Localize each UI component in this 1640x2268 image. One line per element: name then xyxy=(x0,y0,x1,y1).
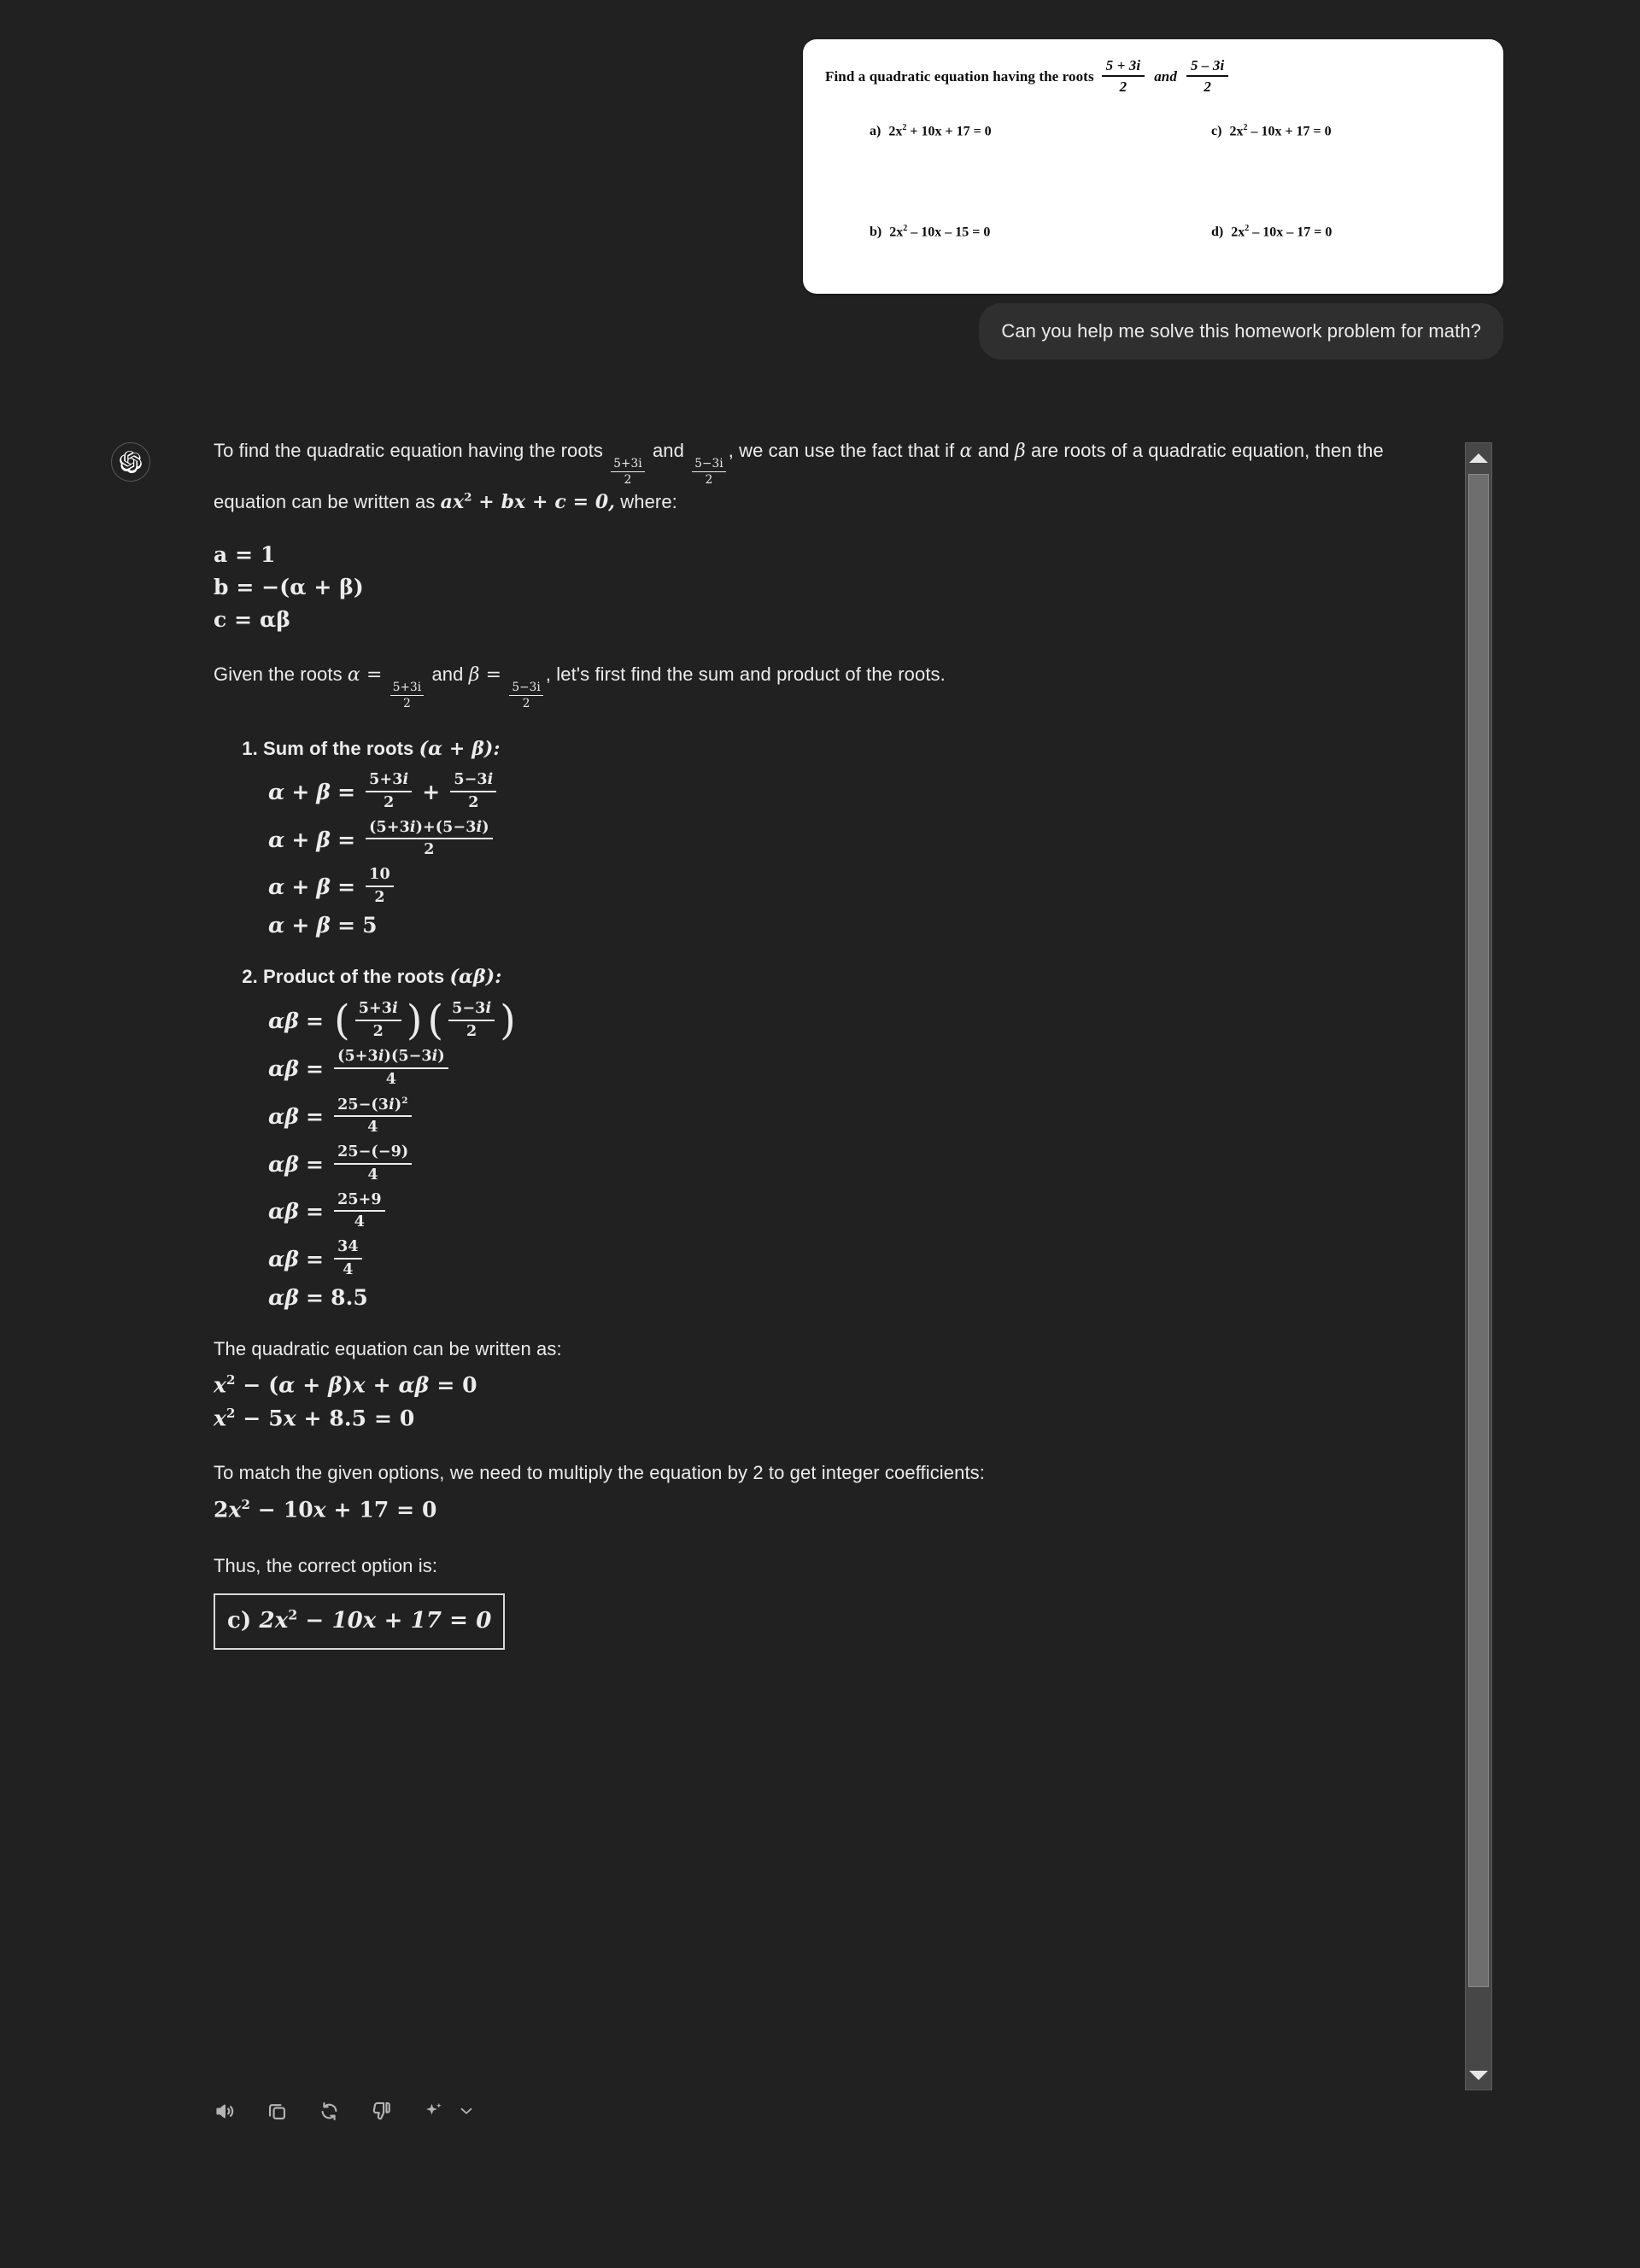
final-answer-box xyxy=(214,1593,505,1650)
intro-fraction-2 xyxy=(689,441,729,488)
attachment-root-2 xyxy=(1186,57,1228,96)
step-2-equation-7: αβ = 8.5 xyxy=(268,1284,368,1310)
attachment-option-c-exp: 2 xyxy=(1243,123,1248,132)
closing-equation-1: $x^2 - (\alpha + \beta)x + \alpha\beta = 0$ xyxy=(214,1372,477,1398)
c-definition: c = αβ xyxy=(214,607,291,633)
closing-equation-3: $2x^2 - 10x + 17 = 0$ xyxy=(214,1496,437,1523)
step-2-equations xyxy=(268,997,1444,1310)
given-seg-2: and xyxy=(431,663,464,686)
step-1-title-text: Sum of the roots xyxy=(263,737,414,759)
switch-model-button[interactable] xyxy=(419,2096,448,2125)
step-2-equation-1: αβ = ( 5+3i 2 ) ( 5−3i 2 ) xyxy=(268,997,516,1044)
step-1-equation-3: α + β = $\frac{10}{2}$ xyxy=(268,867,1444,907)
given-fraction-2-den: 2 xyxy=(522,697,530,711)
intro-seg-1: To find the quadratic equation having the roots xyxy=(214,440,604,461)
attachment-option-c xyxy=(1211,123,1332,139)
attachment-option-a-var: x xyxy=(895,124,903,139)
attachment-root-1 xyxy=(1102,57,1145,96)
step-1-equations xyxy=(268,772,1444,936)
intro-fraction-1 xyxy=(608,441,647,488)
copy-button[interactable] xyxy=(262,2096,291,2125)
attachment-option-c-var: x xyxy=(1236,124,1244,139)
thumbs-down-icon xyxy=(370,2100,393,2123)
assistant-body xyxy=(214,435,1444,1650)
attachment-options xyxy=(825,118,1481,277)
attachment-option-c-coef: 2 xyxy=(1229,124,1237,139)
solution-steps xyxy=(214,734,1444,1308)
intro-seg-6: where: xyxy=(620,491,677,513)
attachment-option-d-var: x xyxy=(1238,225,1245,240)
given-fraction-1-num: 5+3i xyxy=(390,681,425,696)
step-1-title xyxy=(263,738,501,759)
given-fraction-1-den: 2 xyxy=(403,697,411,711)
given-beta-eq: β = xyxy=(468,664,502,687)
vertical-scrollbar[interactable] xyxy=(1465,442,1492,2090)
attachment-option-a-rest: + 10x + 17 = 0 xyxy=(910,124,992,139)
user-message-row xyxy=(0,303,1503,359)
attachment-root-1-denominator: 2 xyxy=(1119,78,1128,95)
step-2-equation-5: αβ = $\frac{25+9}{4}$ xyxy=(268,1192,1444,1232)
given-fraction-1 xyxy=(388,664,427,711)
sparkle-icon xyxy=(422,2100,445,2123)
intro-seg-5: are roots of a quadratic equation, then the equation can be written as xyxy=(214,440,1384,513)
openai-logo-icon xyxy=(120,451,142,473)
given-alpha-eq: α = xyxy=(347,664,383,687)
scrollbar-track[interactable] xyxy=(1466,472,1491,2060)
attachment-option-d-rest: – 10x – 17 = 0 xyxy=(1252,225,1332,240)
attachment-option-a xyxy=(870,123,992,139)
intro-general-form-a: ax xyxy=(440,491,465,514)
final-answer-label: c) xyxy=(227,1607,252,1634)
intro-paragraph xyxy=(214,435,1444,518)
step-2-equation-4: αβ = $\frac{25-(-9)}{4}$ xyxy=(268,1144,1444,1184)
step-2-equation-3: αβ = $\frac{25-(3i)^2}{4}$ xyxy=(268,1096,1444,1137)
attachment-option-b xyxy=(870,224,990,240)
step-product-of-roots xyxy=(263,962,1444,1308)
user-message-bubble[interactable]: Can you help me solve this homework problem for math? xyxy=(979,303,1503,359)
intro-seg-2: and xyxy=(652,440,684,461)
attachment-option-d-coef: 2 xyxy=(1231,225,1239,240)
attachment-content xyxy=(803,39,1503,294)
attachment-option-a-exp: 2 xyxy=(902,123,907,132)
a-definition: a = 1 xyxy=(214,542,276,568)
step-2-title-text: Product of the roots xyxy=(263,965,445,987)
closing-line-3: Thus, the correct option is: xyxy=(214,1555,438,1577)
triangle-up-icon xyxy=(1469,453,1488,463)
given-seg-1: Given the roots xyxy=(214,663,343,686)
attachment-conjunction: and xyxy=(1154,68,1177,85)
attachment-option-b-coef: 2 xyxy=(889,225,897,240)
intro-fraction-2-den: 2 xyxy=(705,473,713,488)
step-sum-of-roots xyxy=(263,734,1444,936)
intro-general-form-exp: 2 xyxy=(464,492,472,506)
intro-seg-3: , we can use the fact that if xyxy=(728,440,955,461)
attachment-option-d-label: d) xyxy=(1211,225,1224,240)
attachment-root-1-numerator: 5 + 3i xyxy=(1102,57,1145,77)
step-1-equation-2: α + β = $\frac{(5+3i)+(5-3i)}{2}$ xyxy=(268,820,1444,860)
attached-homework-image[interactable] xyxy=(803,39,1503,294)
intro-seg-4: and xyxy=(977,440,1010,461)
regenerate-button[interactable] xyxy=(314,2096,343,2125)
intro-beta: β xyxy=(1014,441,1026,462)
refresh-icon xyxy=(318,2100,341,2123)
given-fraction-2-num: 5−3i xyxy=(509,681,543,696)
intro-general-form-rest: + bx + c = 0, xyxy=(478,491,616,514)
intro-fraction-1-num: 5+3i xyxy=(611,458,645,472)
given-fraction-2 xyxy=(507,664,546,711)
step-2-title xyxy=(263,966,501,987)
copy-icon xyxy=(266,2100,289,2123)
step-1-equation-1: α + β = $\frac{5+3i}{2}$ + $\frac{5-3i}{2}$ xyxy=(268,772,1444,812)
attachment-option-b-exp: 2 xyxy=(903,224,908,233)
attachment-option-a-label: a) xyxy=(870,124,882,139)
attachment-option-d-exp: 2 xyxy=(1245,224,1250,233)
triangle-down-icon xyxy=(1469,2071,1488,2080)
attachment-option-c-rest: – 10x + 17 = 0 xyxy=(1250,124,1332,139)
speaker-icon xyxy=(214,2100,237,2123)
attachment-option-b-label: b) xyxy=(870,225,882,240)
attachment-question-lead: Find a quadratic equation having the roots xyxy=(825,68,1094,85)
attachment-option-d xyxy=(1211,224,1332,240)
closing-line-2: To match the given options, we need to multiply the equation by 2 to get integer coefficients: xyxy=(214,1462,985,1484)
attachment-option-b-var: x xyxy=(896,225,904,240)
intro-fraction-2-num: 5−3i xyxy=(692,458,726,472)
intro-general-form xyxy=(441,491,615,513)
closing-line-1: The quadratic equation can be written as: xyxy=(214,1337,562,1359)
given-seg-3: , let's first find the sum and product of the roots. xyxy=(545,663,946,686)
intro-fraction-1-den: 2 xyxy=(624,473,632,488)
attachment-option-c-label: c) xyxy=(1211,124,1222,139)
chevron-down-icon[interactable] xyxy=(457,2101,476,2120)
step-2-title-math: (αβ): xyxy=(449,965,502,988)
message-actions-toolbar xyxy=(210,2096,476,2125)
attachment-option-a-coef: 2 xyxy=(888,124,896,139)
coefficient-definitions xyxy=(214,542,1444,633)
scroll-up-button[interactable] xyxy=(1466,443,1491,472)
attachment-row xyxy=(0,39,1503,294)
final-answer-equation: $2x^2 - 10x + 17 = 0$ xyxy=(259,1606,492,1634)
assistant-avatar xyxy=(111,442,150,482)
step-1-equation-4: α + β = 5 xyxy=(268,912,378,938)
read-aloud-button[interactable] xyxy=(210,2096,239,2125)
scroll-down-button[interactable] xyxy=(1466,2060,1491,2090)
step-1-title-math: (α + β): xyxy=(419,737,501,760)
step-2-equation-2: αβ = $\frac{(5+3i)(5-3i)}{4}$ xyxy=(268,1049,1444,1089)
attachment-root-2-numerator: 5 – 3i xyxy=(1186,57,1228,77)
attachment-root-2-denominator: 2 xyxy=(1204,78,1211,95)
attachment-question xyxy=(825,58,1481,96)
b-definition: b = −(α + β) xyxy=(214,575,364,600)
intro-alpha: α xyxy=(959,441,973,462)
assistant-message xyxy=(111,435,1444,1650)
closing-equation-2: $x^2 - 5x + 8.5 = 0$ xyxy=(214,1405,415,1431)
attachment-option-b-rest: – 10x – 15 = 0 xyxy=(911,225,991,240)
step-2-equation-6: αβ = $\frac{34}{4}$ xyxy=(268,1239,1444,1279)
scrollbar-thumb[interactable] xyxy=(1468,474,1489,1987)
thumbs-down-button[interactable] xyxy=(366,2096,395,2125)
given-roots-paragraph xyxy=(214,659,1444,710)
